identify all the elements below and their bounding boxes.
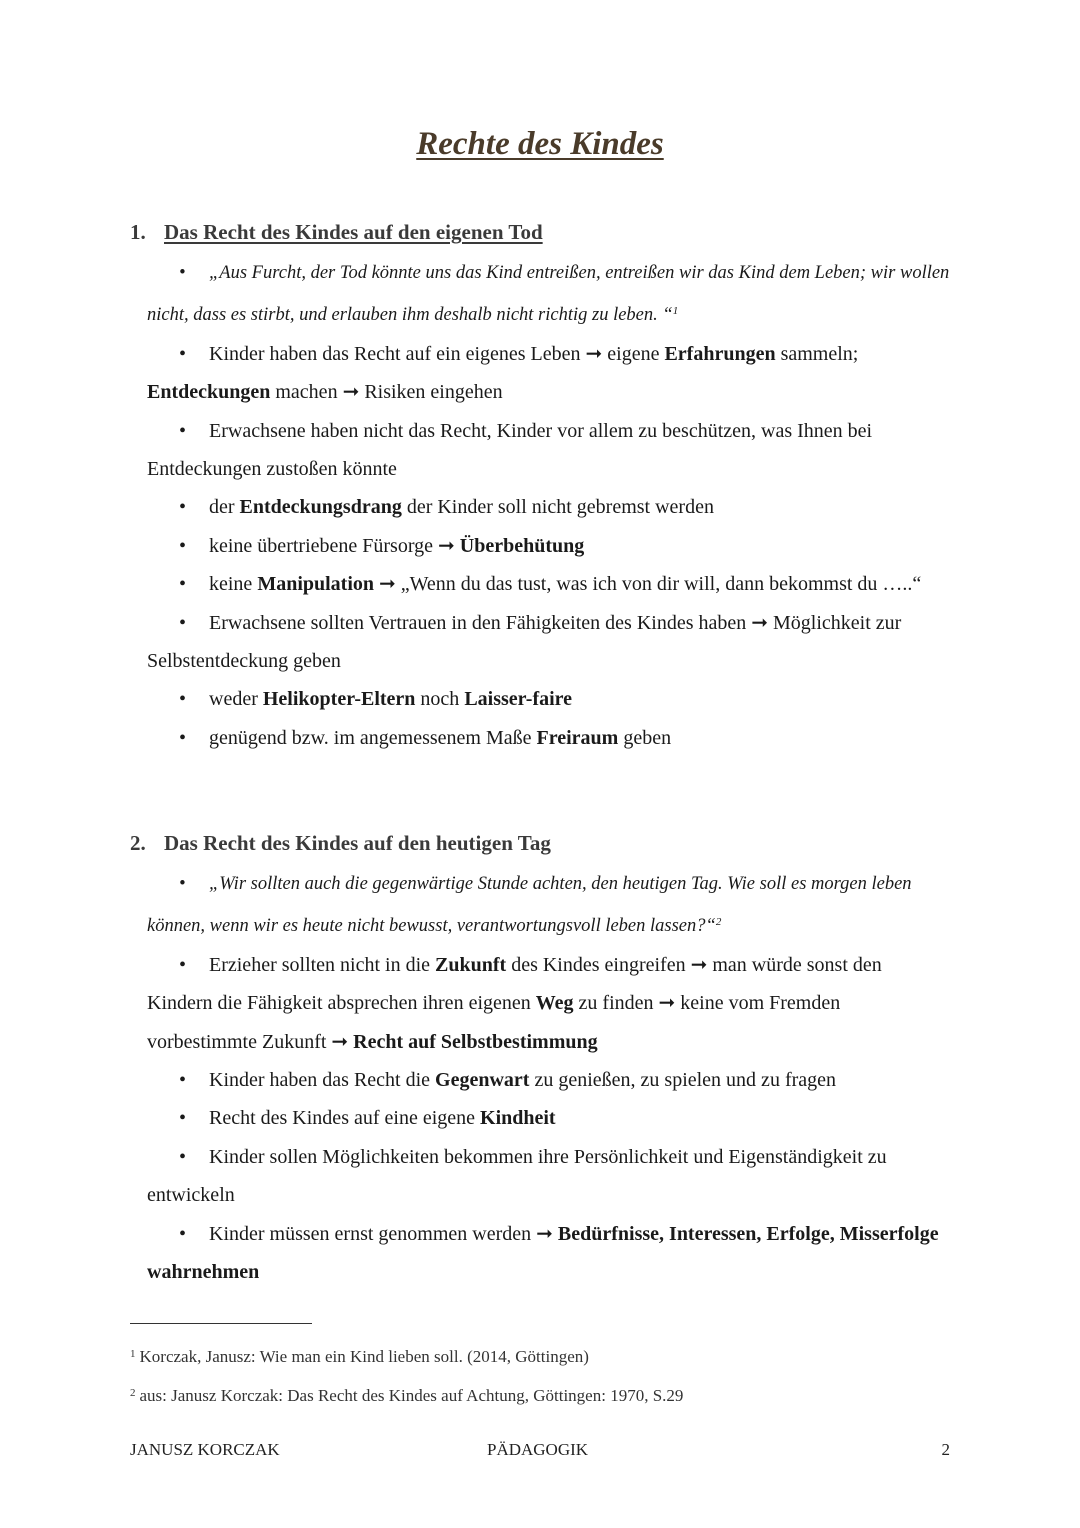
bullet-icon: •	[179, 534, 187, 557]
section-heading-text: Das Recht des Kindes auf den heutigen Tag	[164, 831, 551, 855]
text-run: zu genießen, zu spielen und zu fragen	[529, 1069, 837, 1092]
footnote-divider	[130, 1323, 312, 1324]
bullet-icon: •	[179, 573, 187, 596]
bold-term: Freiraum	[536, 726, 619, 749]
bullet-icon: •	[179, 496, 187, 519]
bullet-icon: •	[179, 263, 186, 283]
text-run: Kinder sollen Möglichkeiten bekommen ihre Persönlichkeit und Eigenständigkeit zu entwickeln	[147, 1145, 887, 1207]
bullet-icon: •	[179, 726, 187, 749]
section-number: 1.	[130, 220, 146, 244]
bullet-item	[130, 680, 950, 718]
section-heading	[130, 827, 950, 859]
bold-term: Überbehütung	[459, 534, 585, 557]
footnote-ref: 1	[672, 305, 679, 318]
bullet-icon: •	[179, 342, 187, 365]
text-run: Kinder haben das Recht auf ein eigenes Leben ➞ eigene	[209, 342, 665, 365]
bullet-item	[130, 565, 950, 603]
text-run: keine	[209, 573, 258, 596]
footnote-text: Korczak, Janusz: Wie man ein Kind lieben soll. (2014, Göttingen)	[139, 1347, 589, 1366]
footnote-number: 2	[130, 1387, 136, 1399]
bullet-item	[130, 1099, 950, 1137]
section-heading	[130, 216, 950, 248]
bullet-icon: •	[179, 611, 187, 634]
bullet-item	[130, 527, 950, 565]
bullet-icon: •	[179, 1069, 187, 1092]
section-1	[130, 216, 950, 757]
bullet-list	[130, 335, 950, 757]
footnotes	[130, 1336, 950, 1414]
bullet-item	[130, 604, 950, 681]
bullet-icon: •	[179, 688, 187, 711]
text-run: der Kinder soll nicht gebremst werden	[401, 496, 714, 519]
text-run: ➞ „Wenn du das tust, was ich von dir will, dann bekommst du …..“	[374, 573, 922, 596]
text-run: Kinder haben das Recht die	[209, 1069, 436, 1092]
footer-author: JANUSZ KORCZAK	[130, 1440, 280, 1459]
text-run: geben	[618, 726, 672, 749]
text-run: Kinder müssen ernst genommen werden ➞	[209, 1222, 558, 1245]
bold-term: Kindheit	[480, 1107, 556, 1130]
bullet-item	[130, 412, 950, 489]
bullet-icon: •	[179, 874, 186, 894]
footnote-text: aus: Janusz Korczak: Das Recht des Kindes auf Achtung, Göttingen: 1970, S.29	[139, 1386, 684, 1405]
bullet-icon: •	[179, 1107, 187, 1130]
bullet-list	[130, 946, 950, 1292]
bold-term: Manipulation	[257, 573, 375, 596]
bullet-item	[130, 1215, 950, 1292]
section-2	[130, 827, 950, 1291]
page-title: Rechte des Kindes	[416, 126, 664, 162]
text-run: Recht des Kindes auf eine eigene	[209, 1107, 481, 1130]
text-run: zu finden ➞ keine vom Fremden vorbestimmte Zukunft ➞	[147, 992, 841, 1053]
footnote	[130, 1336, 950, 1375]
text-run: Erzieher sollten nicht in die	[209, 953, 436, 976]
footnote	[130, 1375, 950, 1414]
footnote-ref: 2	[715, 916, 722, 929]
text-run: Erwachsene haben nicht das Recht, Kinder vor allem zu beschützen, was Ihnen bei Entdeckungen zustoßen könnte	[147, 419, 873, 481]
bullet-icon: •	[179, 1145, 187, 1168]
bullet-item	[130, 1061, 950, 1099]
text-run: sammeln;	[775, 342, 859, 365]
text-run: keine übertriebene Fürsorge ➞	[209, 534, 460, 557]
bullet-icon: •	[179, 419, 187, 442]
bullet-item	[130, 335, 950, 412]
bold-term: Erfahrungen	[664, 342, 776, 365]
bold-term: Entdeckungsdrang	[239, 496, 402, 519]
quote-text: „Aus Furcht, der Tod könnte uns das Kind entreißen, entreißen wir das Kind dem Leben; wir wollen nicht, dass es stirbt, und erlauben ihm deshalb nicht richtig zu leben. “	[147, 263, 950, 326]
bold-term: Recht auf Selbstbestimmung	[353, 1030, 598, 1053]
footer-subject: PÄDAGOGIK	[487, 1440, 589, 1459]
section-heading-text: Das Recht des Kindes auf den eigenen Tod	[164, 220, 543, 244]
bullet-item	[130, 719, 950, 757]
text-run: machen ➞ Risiken eingehen	[270, 381, 503, 404]
bullet-icon: •	[179, 953, 187, 976]
bold-term: Weg	[535, 992, 574, 1015]
bold-term: Gegenwart	[435, 1069, 530, 1092]
bold-term: Laisser-faire	[464, 688, 573, 711]
bullet-icon: •	[179, 1222, 187, 1245]
bullet-item	[130, 488, 950, 526]
text-run: der	[209, 496, 240, 519]
footnote-number: 1	[130, 1348, 136, 1360]
bullet-item	[130, 1138, 950, 1215]
text-run: Erwachsene sollten Vertrauen in den Fähigkeiten des Kindes haben ➞ Möglichkeit zur Selbstentdeckung geben	[147, 611, 902, 673]
text-run: noch	[415, 688, 465, 711]
bold-term: Zukunft	[435, 953, 507, 976]
text-run: genügend bzw. im angemessenem Maße	[209, 726, 537, 749]
quote	[130, 865, 950, 946]
text-run: weder	[209, 688, 263, 711]
page-number: 2	[941, 1440, 950, 1459]
bullet-item	[130, 946, 950, 1061]
bold-term: Entdeckungen	[147, 381, 271, 404]
bold-term: Helikopter-Eltern	[262, 688, 416, 711]
bold-term: Bedürfnisse, Interessen, Erfolge, Misserfolge wahrnehmen	[147, 1222, 939, 1284]
section-number: 2.	[130, 831, 146, 855]
quote-text: „Wir sollten auch die gegenwärtige Stunde achten, den heutigen Tag. Wie soll es morgen leben können, wenn wir es heute nicht bewusst, verantwortungsvoll leben lassen?“	[147, 874, 912, 937]
quote	[130, 254, 950, 335]
text-run: des Kindes eingreifen ➞ man würde sonst den Kindern die Fähigkeit absprechen ihren eigenen	[147, 953, 882, 1015]
page-footer	[130, 1440, 950, 1464]
